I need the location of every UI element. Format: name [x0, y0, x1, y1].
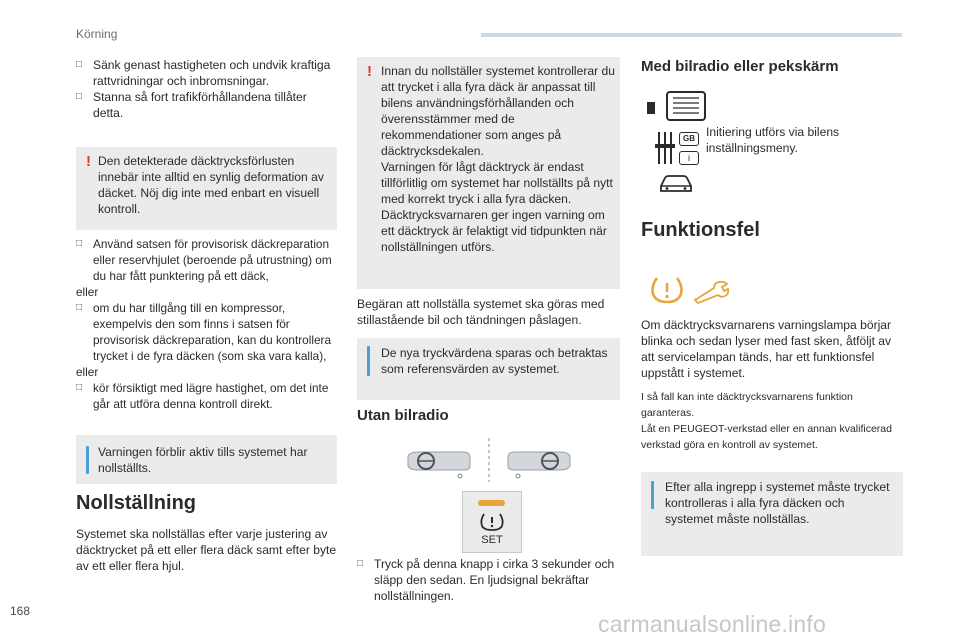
set-button: [462, 491, 522, 553]
press-instruction: [357, 556, 620, 604]
col1-top-bullets: [76, 57, 338, 121]
info-marker-icon: [367, 346, 370, 376]
tyre-pressure-icon: [478, 512, 506, 532]
list-item: □ Tryck på denna knapp i cirka 3 sekunder och släpp den sedan. En ljudsignal bekräftar nollställningen.: [357, 557, 615, 603]
info-box: Efter alla ingrepp i systemet måste trycket kontrolleras i alla fyra däcken och systemet måste nollställas.: [641, 472, 903, 556]
bullet-marker-icon: □: [76, 59, 83, 70]
info-marker-icon: [86, 446, 89, 474]
dashboard-illustration: [404, 436, 574, 486]
watermark: carmanualsonline.info: [598, 611, 826, 637]
info-box: Varningen förblir aktiv tills systemet har nollställts.: [76, 435, 337, 484]
list-item: □ Sänk genast hastigheten och undvik kraftiga rattvridningar och inbromsningar.: [76, 58, 331, 88]
set-label: SET: [481, 534, 503, 546]
col1-options-list: [76, 236, 338, 412]
warning-box: ! Den detekterade däcktrycksförlusten innebär inte alltid en synlig deformation av däcket. Nöj dig inte med enbart en visuell kontroll.: [76, 147, 337, 230]
tyre-pressure-warning-icon: [649, 276, 685, 306]
info-badge: i: [679, 151, 699, 165]
list-item: □ Stanna så fort trafikförhållandena tillåter detta.: [76, 90, 307, 120]
bullet-marker-icon: □: [76, 238, 83, 249]
init-text: Initiering utförs via bilens inställningsmeny.: [706, 125, 840, 155]
page-number: 168: [10, 604, 31, 618]
or-separator: eller: [76, 285, 99, 299]
warning-exclamation-icon: !: [367, 63, 372, 80]
warning-box: ! Innan du nollställer systemet kontrollerar du att trycket i alla fyra däck är anpassat till bilens användningsförhållanden och överensstämmer med de rekommendationer som anges på däcktrycksdekalen. Varningen för lågt däcktryck är endast tillförlitlig om systemet har nollställts på nytt med korrekt tryck i alla fyra däcken. Däcktrycksvarnaren ger ingen varning om ett däcktryck är felaktigt vid tidpunkten när nollställningen utförs.: [357, 57, 620, 289]
bullet-marker-icon: □: [76, 91, 83, 102]
or-separator: eller: [76, 365, 99, 379]
bullet-marker-icon: □: [76, 302, 83, 313]
reset-text: Systemet ska nollställas efter varje justering av däcktrycket på ett eller flera däck samt efter byte av ett eller flera hjul.: [76, 527, 337, 573]
reset-request-text: Begäran att nollställa systemet ska göras med stillastående bil och tändningen påslagen.: [357, 297, 605, 327]
fault-note: I så fall kan inte däcktrycksvarnarens funktion garanteras. Låt en PEUGEOT-verkstad eller en annan kvalificerad verkstad göra en kontroll av systemet.: [641, 391, 892, 451]
warning-exclamation-icon: !: [86, 153, 91, 170]
list-item: □ kör försiktigt med lägre hastighet, om det inte går att utföra denna kontroll direkt.: [76, 381, 329, 411]
fault-text: Om däcktrycksvarnarens varningslampa börjar blinka och sedan lyser med fast sken, åtföljt av att servicelampan tänds, har ett funktionsfel uppstått i systemet.: [641, 318, 892, 380]
no-radio-heading: Utan bilradio: [357, 407, 449, 424]
reset-heading: Nollställning: [76, 492, 196, 514]
list-item: □ om du har tillgång till en kompressor, exempelvis den som finns i satsen för provisorisk däckreparation, kan du kontrollera trycket i de fyra däcken (som ska vara kalla),: [76, 301, 332, 363]
wrench-icon: [692, 280, 732, 304]
info-marker-icon: [651, 481, 654, 509]
info-box: De nya tryckvärdena sparas och betraktas som referensvärden av systemet.: [357, 338, 620, 400]
section-label: Körning: [76, 27, 118, 41]
touchscreen-icon: [645, 90, 707, 122]
fault-heading: Funktionsfel: [641, 219, 760, 241]
header-accent-bar: [481, 33, 902, 37]
bullet-marker-icon: □: [357, 558, 364, 569]
lamp-indicator-icon: [478, 500, 505, 506]
bullet-marker-icon: □: [76, 382, 83, 393]
radio-heading: Med bilradio eller pekskärm: [641, 58, 839, 75]
language-badge: GB: [679, 132, 699, 146]
list-item: □ Använd satsen för provisorisk däckreparation eller reservhjulet (beroende på utrustning) om du har fått punktering på ett däck,: [76, 237, 332, 283]
car-icon: [657, 172, 695, 194]
